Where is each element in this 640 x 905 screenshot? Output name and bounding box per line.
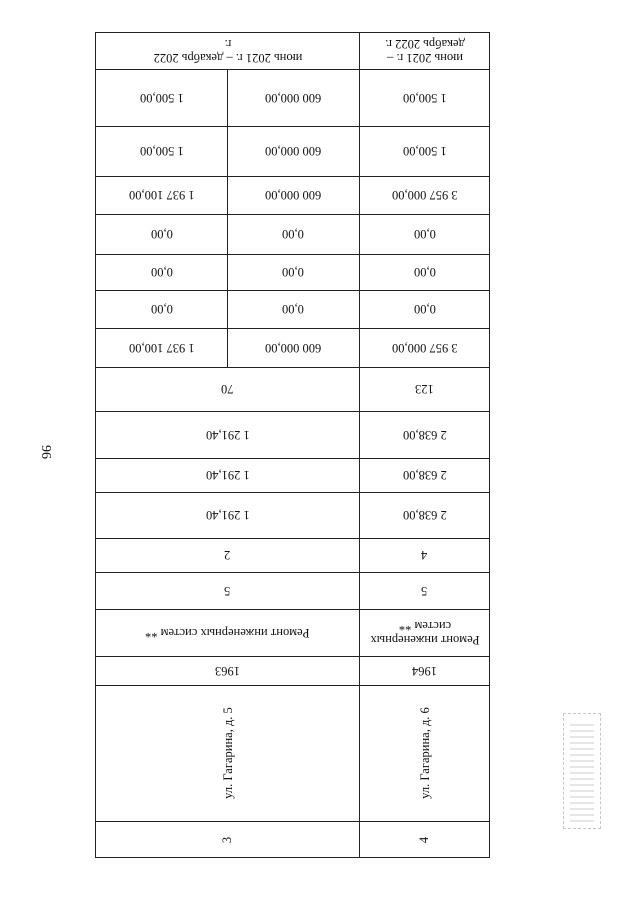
cell-amount: 0,00 [282, 302, 304, 316]
cell-area: 1 291,40 [205, 427, 250, 442]
cell-amount: 1 937 100,00 [128, 188, 195, 202]
cell-amount: 0,00 [413, 302, 436, 316]
cell-amount: 0,00 [150, 227, 173, 241]
cell-amount: 600 000,00 [264, 340, 322, 355]
cell-count: 123 [415, 382, 434, 396]
cell-amount: 1 937 100,00 [128, 340, 195, 355]
cell-amount: 0,00 [413, 265, 436, 279]
cell-row-number: 4 [417, 836, 432, 843]
cell-area: 1 291,40 [205, 468, 250, 482]
cell-amount: 600 000,00 [264, 188, 322, 202]
cell-amount: 0,00 [282, 227, 304, 241]
cell-area: 2 638,00 [402, 468, 447, 482]
stamp-mark [563, 713, 601, 829]
cell-amount: 3 957 000,00 [391, 340, 458, 355]
cell-year: 1963 [215, 663, 240, 678]
header-period-left: июнь 2021 г. – декабрь 2022 г. [153, 37, 302, 65]
cell-amount: 600 000,00 [264, 90, 322, 105]
cell-address: ул. Гагарина, д. 5 [220, 707, 235, 799]
cell-row-number: 3 [220, 836, 235, 843]
header-period-right: июнь 2021 г. – декабрь 2022 г. [384, 37, 465, 65]
page-number: 96 [38, 445, 53, 459]
cell-work-type: Ремонт инженерных систем ** [370, 618, 479, 647]
cell-amount: 1 500,00 [139, 90, 184, 105]
cell-address: ул. Гагарина, д. 6 [417, 707, 432, 799]
cell-amount: 3 957 000,00 [391, 188, 458, 202]
cell-amount: 1 500,00 [139, 144, 184, 158]
cell-amount: 1 500,00 [402, 144, 447, 158]
cell-amount: 1 500,00 [402, 90, 447, 105]
cell-year: 1964 [412, 663, 437, 678]
cell-amount: 0,00 [150, 302, 173, 316]
cell-amount: 0,00 [413, 227, 436, 241]
cell-floors: 4 [421, 548, 428, 562]
cell-amount: 0,00 [150, 265, 173, 279]
cell-amount: 600 000,00 [264, 144, 322, 158]
cell-count: 70 [221, 382, 234, 396]
cell-area: 1 291,40 [205, 508, 250, 522]
register-table [95, 32, 490, 858]
cell-amount: 0,00 [282, 265, 304, 279]
cell-floors: 2 [224, 548, 231, 562]
cell-storeys: 5 [421, 583, 428, 598]
cell-work-type: Ремонт инженерных систем ** [145, 625, 310, 640]
cell-area: 2 638,00 [402, 508, 447, 522]
cell-storeys: 5 [224, 583, 231, 598]
cell-area: 2 638,00 [402, 427, 447, 442]
